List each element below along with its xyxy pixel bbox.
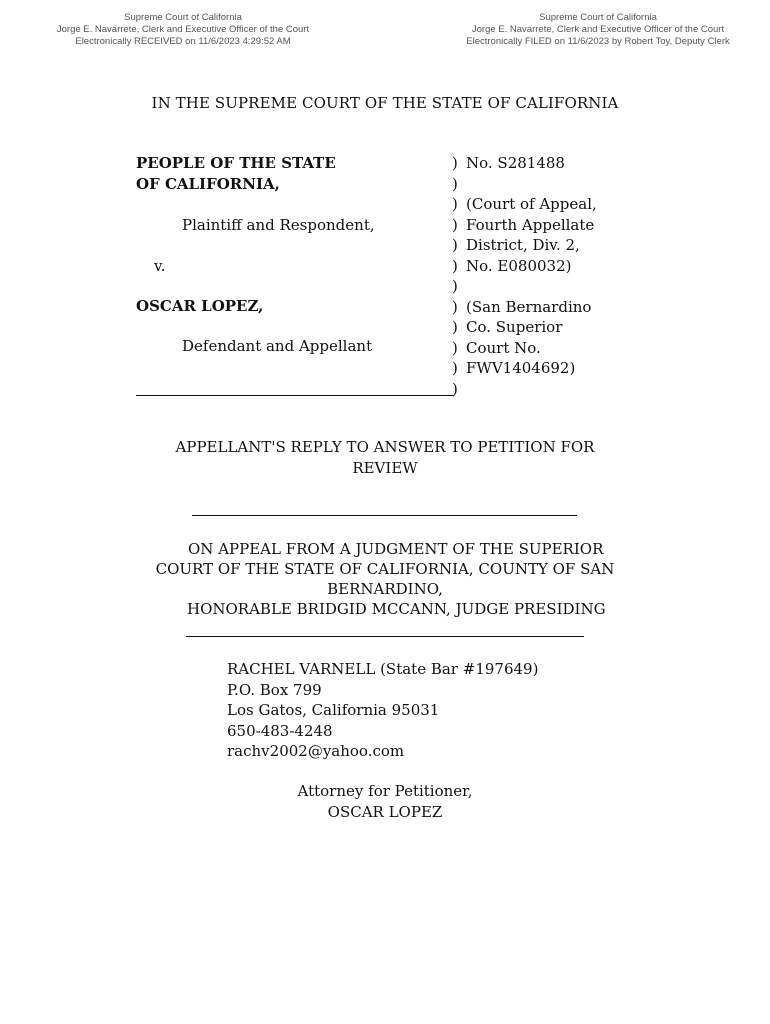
attorney-for (200, 781, 570, 822)
case-line: ) Fourth Appellate (452, 215, 595, 234)
attorney-name: RACHEL VARNELL (State Bar #197649) (227, 660, 539, 678)
plaintiff-role: Plaintiff and Respondent, (182, 216, 375, 234)
document-title (150, 437, 620, 479)
attorney-address2: Los Gatos, California 95031 (227, 701, 440, 719)
versus: v. (154, 257, 166, 275)
stamp-clerk: Jorge E. Navarrete, Clerk and Executive Officer of the Court (56, 24, 310, 35)
case-line: ) (Court of Appeal, (452, 195, 597, 213)
defendant-role: Defendant and Appellant (182, 337, 373, 355)
appeal-line4: HONORABLE BRIDGID MCCANN, JUDGE PRESIDING (187, 600, 606, 618)
attorney-for-line1: Attorney for Petitioner, (297, 782, 473, 800)
received-stamp (42, 12, 324, 48)
appeal-line3: BERNARDINO, (327, 580, 443, 598)
divider-rule (192, 515, 577, 516)
stamp-clerk: Jorge E. Navarrete, Clerk and Executive Officer of the Court (471, 24, 725, 35)
case-line: ) Co. Superior (452, 318, 563, 336)
case-line: ) (452, 277, 458, 295)
case-line: ) (452, 174, 458, 193)
divider-rule (186, 636, 584, 637)
case-line: ) District, Div. 2, (452, 236, 580, 254)
case-line-close: ) (452, 379, 458, 398)
appeal-line2: COURT OF THE STATE OF CALIFORNIA, COUNTY OF SAN (155, 560, 615, 578)
court-title: IN THE SUPREME COURT OF THE STATE OF CALIFORNIA (151, 94, 619, 112)
stamp-court: Supreme Court of California (124, 12, 242, 23)
case-line: ) No. E080032) (452, 256, 572, 275)
attorney-phone: 650-483-4248 (227, 721, 333, 740)
caption-rule (136, 395, 454, 396)
case-line: ) FWV1404692) (452, 359, 576, 377)
plaintiff-name-line1: PEOPLE OF THE STATE (136, 154, 336, 172)
defendant-name: OSCAR LOPEZ, (136, 297, 264, 315)
stamp-court: Supreme Court of California (539, 12, 657, 23)
filed-stamp (452, 12, 744, 48)
plaintiff-name-line2: OF CALIFORNIA, (136, 175, 280, 193)
document-title-line2: REVIEW (352, 459, 418, 477)
case-line: ) Court No. (452, 338, 541, 357)
appeal-line1: ON APPEAL FROM A JUDGMENT OF THE SUPERIOR (188, 540, 604, 558)
attorney-email: rachv2002@yahoo.com (227, 742, 405, 760)
case-line: ) (San Bernardino (452, 297, 592, 316)
document-title-line1: APPELLANT'S REPLY TO ANSWER TO PETITION FOR (175, 438, 595, 456)
case-line: ) No. S281488 (452, 154, 565, 172)
attorney-for-line2: OSCAR LOPEZ (327, 802, 443, 821)
attorney-block (227, 659, 538, 762)
stamp-received-date: Electronically RECEIVED on 11/6/2023 4:29:52 AM (75, 36, 291, 47)
appeal-statement (140, 539, 630, 619)
attorney-address1: P.O. Box 799 (227, 680, 322, 699)
stamp-filed-date: Electronically FILED on 11/6/2023 by Robert Toy, Deputy Clerk (466, 36, 730, 47)
